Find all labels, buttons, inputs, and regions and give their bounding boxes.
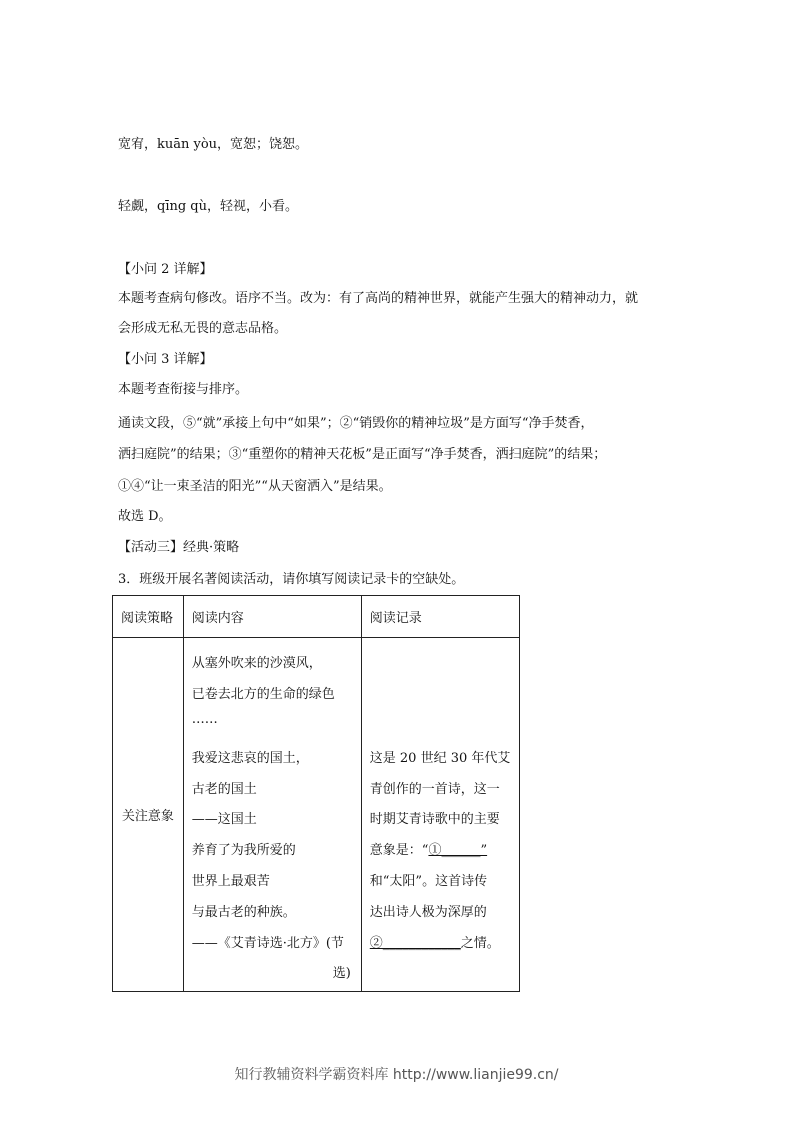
poem-line: 从塞外吹来的沙漠风， bbox=[191, 656, 322, 671]
poem-line: 养育了为我所爱的 bbox=[191, 843, 296, 858]
question-3: 3．班级开展名著阅读活动，请你填写阅读记录卡的空缺处。 bbox=[118, 572, 465, 587]
text-line-11: 故选 D。 bbox=[118, 509, 172, 524]
poem-source-end: 选) bbox=[332, 966, 351, 981]
poem-cell bbox=[183, 638, 361, 992]
header-cell: 阅读策略 bbox=[113, 596, 184, 638]
reading-record-table bbox=[112, 595, 520, 992]
record-cell bbox=[361, 638, 519, 992]
text-line-8: 通读文段，⑤“就”承接上句中“如果”；②“销毁你的精神垃圾”是方面写“净手焚香， bbox=[118, 416, 594, 431]
text-line-10: ①④“让一束圣洁的阳光”“从天窗洒入”是结果。 bbox=[118, 479, 392, 494]
table-row bbox=[113, 638, 520, 992]
footer-watermark: 知行教辅资料学霸资料库 http://www.lianjie99.cn/ bbox=[234, 1067, 559, 1083]
text-line-2: 轻觑，qīng qù，轻视，小看。 bbox=[118, 199, 299, 214]
poem-line: ——这国土 bbox=[191, 812, 257, 827]
text-line-7: 本题考查衔接与排序。 bbox=[118, 382, 249, 397]
record-line: 时期艾青诗歌中的主要 bbox=[369, 812, 500, 827]
record-line: 意象是：“①______” bbox=[369, 843, 488, 858]
text-line-9: 洒扫庭院”的结果；③“重塑你的精神天花板”是正面写“净手焚香，洒扫庭院”的结果； bbox=[118, 447, 607, 462]
subsection-heading-3: 【小问 3 详解】 bbox=[118, 352, 213, 367]
blank-2: ②____________ bbox=[369, 936, 461, 951]
poem-line: …… bbox=[191, 712, 218, 727]
subsection-heading-2: 【小问 2 详解】 bbox=[118, 262, 213, 277]
header-cell: 阅读内容 bbox=[183, 596, 361, 638]
text-line-4: 本题考查病句修改。语序不当。改为：有了高尚的精神世界，就能产生强大的精神动力，就 bbox=[118, 291, 639, 306]
poem-line: 已卷去北方的生命的绿色 bbox=[191, 687, 335, 702]
record-line: 和“太阳”。这首诗传 bbox=[369, 874, 488, 889]
record-line: 达出诗人极为深厚的 bbox=[369, 905, 487, 920]
poem-source: ——《艾青诗选·北方》(节 bbox=[191, 936, 344, 951]
table-header-row bbox=[113, 596, 520, 638]
text-line-1: 宽宥，kuān yòu，宽恕；饶恕。 bbox=[118, 137, 309, 152]
poem-line: 与最古老的种族。 bbox=[191, 905, 296, 920]
poem-line: 我爱这悲哀的国土， bbox=[191, 751, 309, 766]
activity-heading: 【活动三】经典·策略 bbox=[118, 540, 240, 555]
blank-1: ①______” bbox=[428, 843, 488, 858]
record-line: 青创作的一首诗，这一 bbox=[369, 782, 500, 797]
strategy-cell: 关注意象 bbox=[113, 638, 184, 992]
header-cell: 阅读记录 bbox=[361, 596, 519, 638]
text-line-5: 会形成无私无畏的意志品格。 bbox=[118, 321, 288, 336]
record-line: ②____________之情。 bbox=[369, 936, 500, 951]
poem-line: 古老的国土 bbox=[191, 782, 257, 797]
poem-line: 世界上最艰苦 bbox=[191, 874, 270, 889]
record-line: 这是 20 世纪 30 年代艾 bbox=[369, 751, 511, 766]
